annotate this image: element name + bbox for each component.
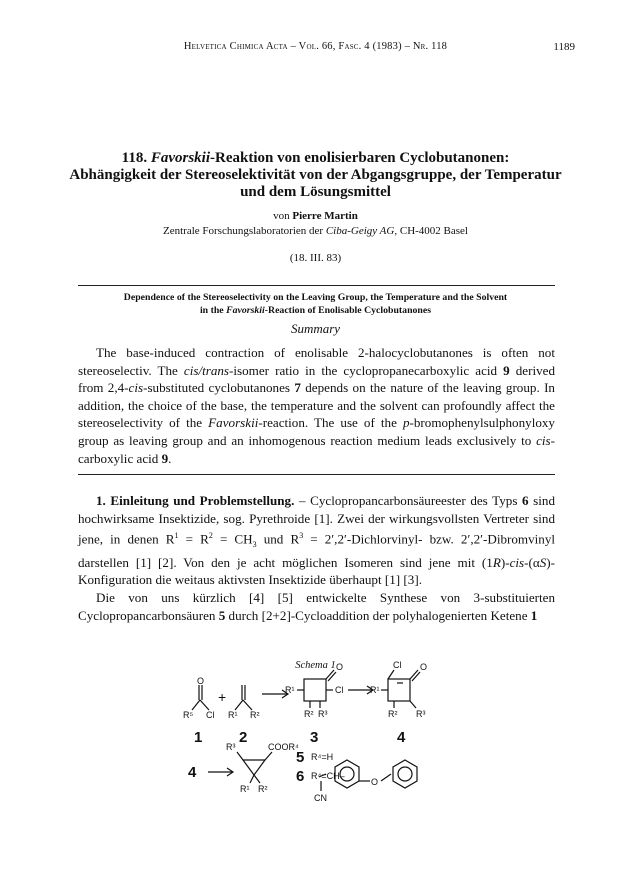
compound-2-label: 2: [239, 729, 248, 746]
received-date: (18. III. 83): [289, 252, 342, 264]
divider-top: [78, 285, 555, 286]
schema-title: Schema 1: [295, 660, 336, 671]
section-heading: 1. Einleitung und Problemstellung.: [96, 493, 295, 508]
r1c-label: R¹: [370, 685, 380, 695]
r2a-label: R²: [250, 710, 260, 720]
cl4-label: Cl: [393, 660, 402, 670]
english-title-post: -Reaction of Enolisable Cyclobutanones: [264, 305, 432, 316]
r3c-label: R³: [416, 709, 426, 719]
english-title-line-1: Dependence of the Stereoselectivity on the Leaving Group, the Temperature and the Solvent: [123, 292, 508, 303]
author-name: Pierre Martin: [292, 210, 358, 222]
affiliation: [0, 225, 631, 237]
o6-label: O: [371, 777, 379, 787]
title-name: Favorskii: [150, 150, 211, 166]
page-number: 1189: [553, 41, 575, 53]
coor-label: COOR⁴: [268, 742, 299, 752]
o3-label: O: [336, 662, 344, 672]
compound-4-label: 4: [397, 729, 406, 746]
r1d-label: R¹: [240, 784, 250, 794]
r3d-label: R³: [226, 742, 236, 752]
compound-6-label: 6: [296, 768, 305, 785]
r1a-label: R¹: [228, 710, 238, 720]
r2d-label: R²: [258, 784, 268, 794]
r4ch-label: R⁴=CH–: [311, 771, 345, 781]
cl3-label: Cl: [335, 685, 344, 695]
english-title-pre: in the: [199, 305, 227, 316]
journal-citation: Helvetica Chimica Acta – Vol. 66, Fasc. 4 (1983) – Nr. 118: [183, 41, 448, 52]
compound-1-label: 1: [194, 729, 203, 746]
divider-bottom: [78, 474, 555, 475]
title-number: 118.: [121, 150, 148, 166]
introduction-section: 1. Einleitung und Problemstellung. – Cyclopropancarbonsäureester des Typs 6 sind hochwirksame Insektizide, sog. Pyrethroide [1]. Zwei der wirkungsvollsten Vertreter sind jene, in denen $R^1 = R^2 = CH_3$ und $R^3$ = 2′,2′-Dichlorvinyl- bzw. 2′,2′-Dibromvinyl darstellen [1] [2]. Von den je acht möglichen Isomeren sind jene mit (1R)-cis-(αS)-Konfiguration die weitaus aktivsten Insektizide überhaupt [1] [3]. Die von uns kürzlich [4] [5] entwickelte Synthese von 3-substituierten Cyclopropancarbonsäuren 5 durch [2+2]-Cycloaddition der polyhalogenierten Ketene 1: [78, 493, 556, 623]
compound-3-label: 3: [310, 729, 319, 746]
cl1-label: Cl: [206, 710, 215, 720]
title-line-2: Abhängigkeit der Stereoselektivität von der Abgangsgruppe, der Temperatur: [69, 167, 562, 183]
summary-paragraph: The base-induced contraction of enolisable 2-halocyclobutanones is often not stereoselectiv. The cis/trans-isomer ratio in the cyclopropanecarboxylic acid 9 derived from 2,4-cis-substituted cyclobutanones 7 depends on the nature of the leaving group. In addition, the choice of the base, the temperature and the solvent can profoundly affect the stereoselectivity of the Favorskii-reaction. The use of the p-bromophenylsulphonyloxy group as leaving group and an inhomogenous reaction medium leads exclusively to cis-carboxylic acid 9.: [78, 345, 555, 466]
r2c-label: R²: [388, 709, 398, 719]
o1-label: O: [197, 676, 205, 686]
running-head: [0, 41, 631, 57]
r3b-label: R³: [318, 709, 328, 719]
affiliation-company: Ciba-Geigy AG: [325, 225, 395, 237]
english-title-name: Favorskii: [226, 305, 265, 316]
compound-5-label: 5: [296, 749, 305, 766]
r4h-label: R⁴=H: [311, 752, 334, 762]
o4-label: O: [420, 662, 428, 672]
article-title: [40, 150, 591, 201]
r1b-label: R¹: [285, 685, 295, 695]
author-line: [0, 210, 631, 222]
r5-label: R⁵: [183, 710, 194, 720]
r2b-label: R²: [304, 709, 314, 719]
title-rest: -Reaktion von enolisierbaren Cyclobutanonen:: [210, 150, 510, 166]
plus-label: +: [218, 689, 227, 705]
affiliation-post: , CH-4002 Basel: [394, 225, 468, 237]
english-title: [60, 291, 571, 317]
title-line-3: und dem Lösungsmittel: [240, 184, 391, 200]
cn-label: CN: [314, 793, 327, 803]
affiliation-pre: Zentrale Forschungslaboratorien der: [163, 225, 326, 237]
author-prefix: von: [273, 210, 293, 222]
summary-heading: Summary: [290, 321, 341, 336]
compound-4-ref-label: 4: [188, 764, 197, 781]
